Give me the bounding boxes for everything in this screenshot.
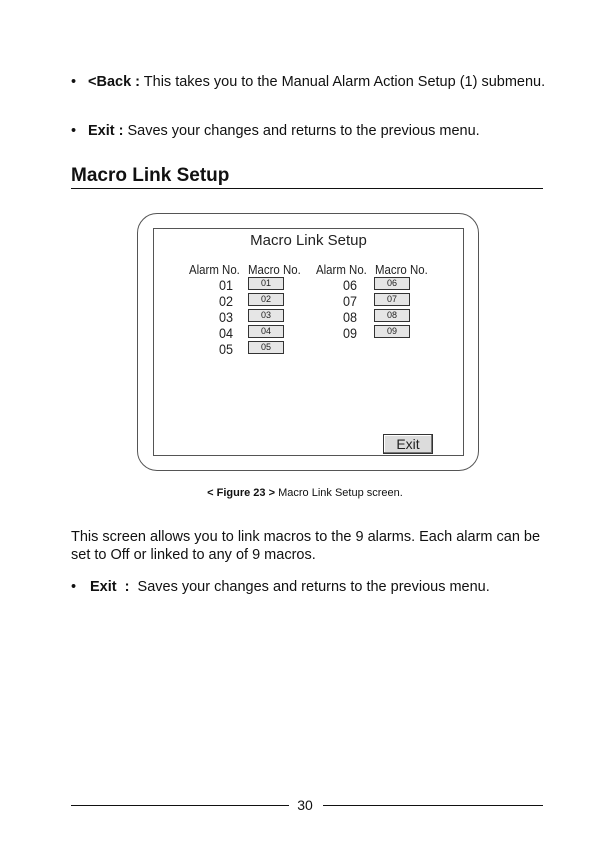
footer-rule-right [323, 805, 543, 806]
alarm-number: 02 [219, 293, 234, 309]
macro-field[interactable]: 07 [374, 293, 410, 306]
bullet-dot: • [71, 579, 77, 595]
bullet-label: Exit : [88, 123, 124, 139]
macro-link-screen [153, 228, 464, 456]
figure-caption [0, 487, 610, 499]
alarm-number: 01 [219, 277, 234, 293]
alarm-number: 06 [343, 277, 358, 293]
figure-caption-text: Macro Link Setup screen. [275, 487, 403, 499]
alarm-number: 07 [343, 293, 358, 309]
macro-field[interactable]: 05 [248, 341, 284, 354]
bullet-description: This takes you to the Manual Alarm Action Setup (1) submenu. [140, 74, 546, 90]
bullet-dot: • [71, 123, 77, 139]
bullet-text [88, 73, 548, 92]
bullet-label: <Back : [88, 74, 140, 90]
macro-no-header-left: Macro No. [248, 262, 301, 277]
macro-field[interactable]: 09 [374, 325, 410, 338]
macro-field[interactable]: 02 [248, 293, 284, 306]
macro-field[interactable]: 06 [374, 277, 410, 290]
alarm-number: 08 [343, 309, 358, 325]
bullet-label: Exit : [90, 579, 130, 595]
exit-button[interactable]: Exit [383, 434, 433, 454]
bullet-text [90, 578, 550, 597]
bullet-description: Saves your changes and returns to the previous menu. [129, 579, 490, 595]
macro-field[interactable]: 08 [374, 309, 410, 322]
bullet-dot: • [71, 74, 77, 90]
body-paragraph: This screen allows you to link macros to the 9 alarms. Each alarm can be set to Off or linked to any of 9 macros. [71, 529, 541, 563]
bullet-text [88, 122, 548, 141]
page-number: 30 [297, 797, 313, 813]
section-title: Macro Link Setup [71, 165, 230, 186]
macro-no-header-right: Macro No. [375, 262, 428, 277]
macro-field[interactable]: 03 [248, 309, 284, 322]
alarm-number: 09 [343, 325, 358, 341]
section-divider [71, 188, 543, 189]
alarm-number: 03 [219, 309, 234, 325]
alarm-no-header-right: Alarm No. [316, 262, 367, 277]
macro-field[interactable]: 04 [248, 325, 284, 338]
macro-field[interactable]: 01 [248, 277, 284, 290]
alarm-no-header-left: Alarm No. [189, 262, 240, 277]
figure-label: < Figure 23 > [207, 487, 276, 499]
alarm-number: 05 [219, 341, 234, 357]
alarm-number: 04 [219, 325, 234, 341]
bullet-description: Saves your changes and returns to the previous menu. [123, 123, 480, 139]
screen-title: Macro Link Setup [250, 232, 367, 249]
